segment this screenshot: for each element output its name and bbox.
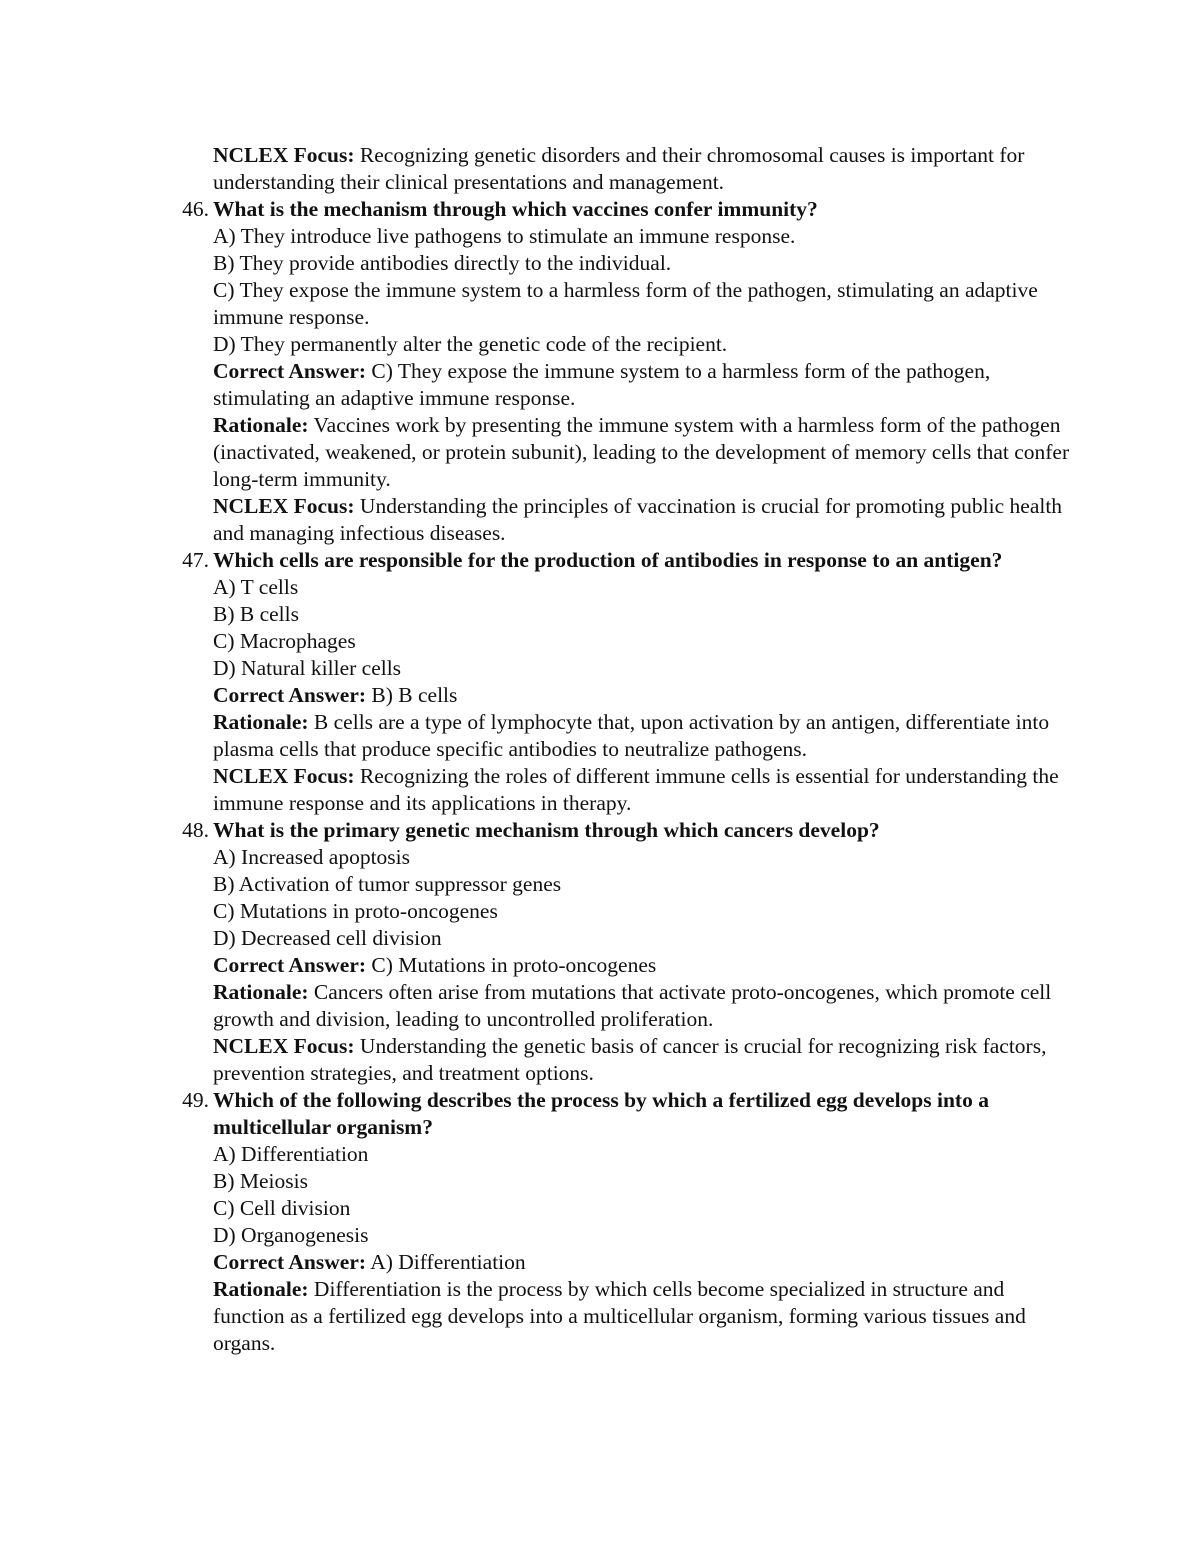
rationale-label: Rationale: [213, 413, 309, 437]
correct-answer-text: B) B cells [366, 683, 458, 707]
rationale [213, 979, 1073, 1033]
nclex-focus-label: NCLEX Focus: [213, 1034, 355, 1058]
rationale-text: Cancers often arise from mutations that activate proto-oncogenes, which promote cell growth and division, leading to uncontrolled proliferation. [213, 980, 1052, 1031]
nclex-focus-label: NCLEX Focus: [213, 143, 355, 167]
option-b: B) B cells [213, 602, 299, 626]
page-content [182, 142, 1073, 1357]
correct-answer [213, 358, 1073, 412]
option-d: D) They permanently alter the genetic code of the recipient. [213, 332, 728, 356]
question-text: Which of the following describes the process by which a fertilized egg develops into a multicellular organism? [213, 1088, 989, 1139]
nclex-focus [213, 493, 1073, 547]
rationale-label: Rationale: [213, 1277, 309, 1301]
question-number: 47. [182, 548, 209, 572]
option-a: A) T cells [213, 575, 299, 599]
option-c: C) Cell division [213, 1196, 351, 1220]
rationale [213, 709, 1073, 763]
option-a: A) They introduce live pathogens to stimulate an immune response. [213, 224, 796, 248]
nclex-focus-label: NCLEX Focus: [213, 764, 355, 788]
correct-answer-text: C) Mutations in proto-oncogenes [366, 953, 657, 977]
option-c: C) Macrophages [213, 629, 356, 653]
option-a: A) Differentiation [213, 1142, 369, 1166]
question-text: What is the mechanism through which vaccines confer immunity? [213, 197, 818, 221]
rationale-text: B cells are a type of lymphocyte that, upon activation by an antigen, differentiate into plasma cells that produce specific antibodies to neutralize pathogens. [213, 710, 1050, 761]
question-number: 49. [182, 1088, 209, 1112]
intro-nclex-focus [213, 142, 1073, 196]
nclex-focus-text: Recognizing genetic disorders and their chromosomal causes is important for understanding their clinical presentations and management. [213, 143, 1025, 194]
question-number: 46. [182, 197, 209, 221]
question-text: Which cells are responsible for the production of antibodies in response to an antigen? [213, 548, 1003, 572]
option-b: B) They provide antibodies directly to the individual. [213, 251, 672, 275]
correct-answer-text: C) They expose the immune system to a harmless form of the pathogen, stimulating an adaptive immune response. [213, 359, 991, 410]
correct-answer-label: Correct Answer: [213, 953, 367, 977]
correct-answer [213, 682, 1073, 709]
option-b: B) Activation of tumor suppressor genes [213, 872, 562, 896]
question-text: What is the primary genetic mechanism through which cancers develop? [213, 818, 880, 842]
rationale-text: Differentiation is the process by which cells become specialized in structure and function as a fertilized egg develops into a multicellular organism, forming various tissues and organs. [213, 1277, 1026, 1355]
correct-answer-text: A) Differentiation [366, 1250, 526, 1274]
question-47 [182, 547, 1073, 817]
question-46 [182, 196, 1073, 547]
option-d: D) Decreased cell division [213, 926, 442, 950]
option-b: B) Meiosis [213, 1169, 308, 1193]
correct-answer-label: Correct Answer: [213, 359, 367, 383]
nclex-focus-text: Understanding the principles of vaccination is crucial for promoting public health and managing infectious diseases. [213, 494, 1063, 545]
rationale [213, 412, 1073, 493]
rationale-text: Vaccines work by presenting the immune system with a harmless form of the pathogen (inactivated, weakened, or protein subunit), leading to the development of memory cells that confer long-term immunity. [213, 413, 1070, 491]
option-c: C) Mutations in proto-oncogenes [213, 899, 498, 923]
nclex-focus-text: Understanding the genetic basis of cancer is crucial for recognizing risk factors, prevention strategies, and treatment options. [213, 1034, 1047, 1085]
rationale [213, 1276, 1073, 1357]
rationale-label: Rationale: [213, 710, 309, 734]
option-d: D) Organogenesis [213, 1223, 369, 1247]
nclex-focus [213, 1033, 1073, 1087]
correct-answer-label: Correct Answer: [213, 683, 367, 707]
nclex-focus-text: Recognizing the roles of different immune cells is essential for understanding the immune response and its applications in therapy. [213, 764, 1059, 815]
question-number: 48. [182, 818, 209, 842]
correct-answer [213, 952, 1073, 979]
correct-answer-label: Correct Answer: [213, 1250, 367, 1274]
question-48 [182, 817, 1073, 1087]
rationale-label: Rationale: [213, 980, 309, 1004]
nclex-focus-label: NCLEX Focus: [213, 494, 355, 518]
question-49 [182, 1087, 1073, 1357]
option-d: D) Natural killer cells [213, 656, 402, 680]
option-c: C) They expose the immune system to a harmless form of the pathogen, stimulating an adaptive immune response. [213, 278, 1038, 329]
option-a: A) Increased apoptosis [213, 845, 411, 869]
nclex-focus [213, 763, 1073, 817]
correct-answer [213, 1249, 1073, 1276]
